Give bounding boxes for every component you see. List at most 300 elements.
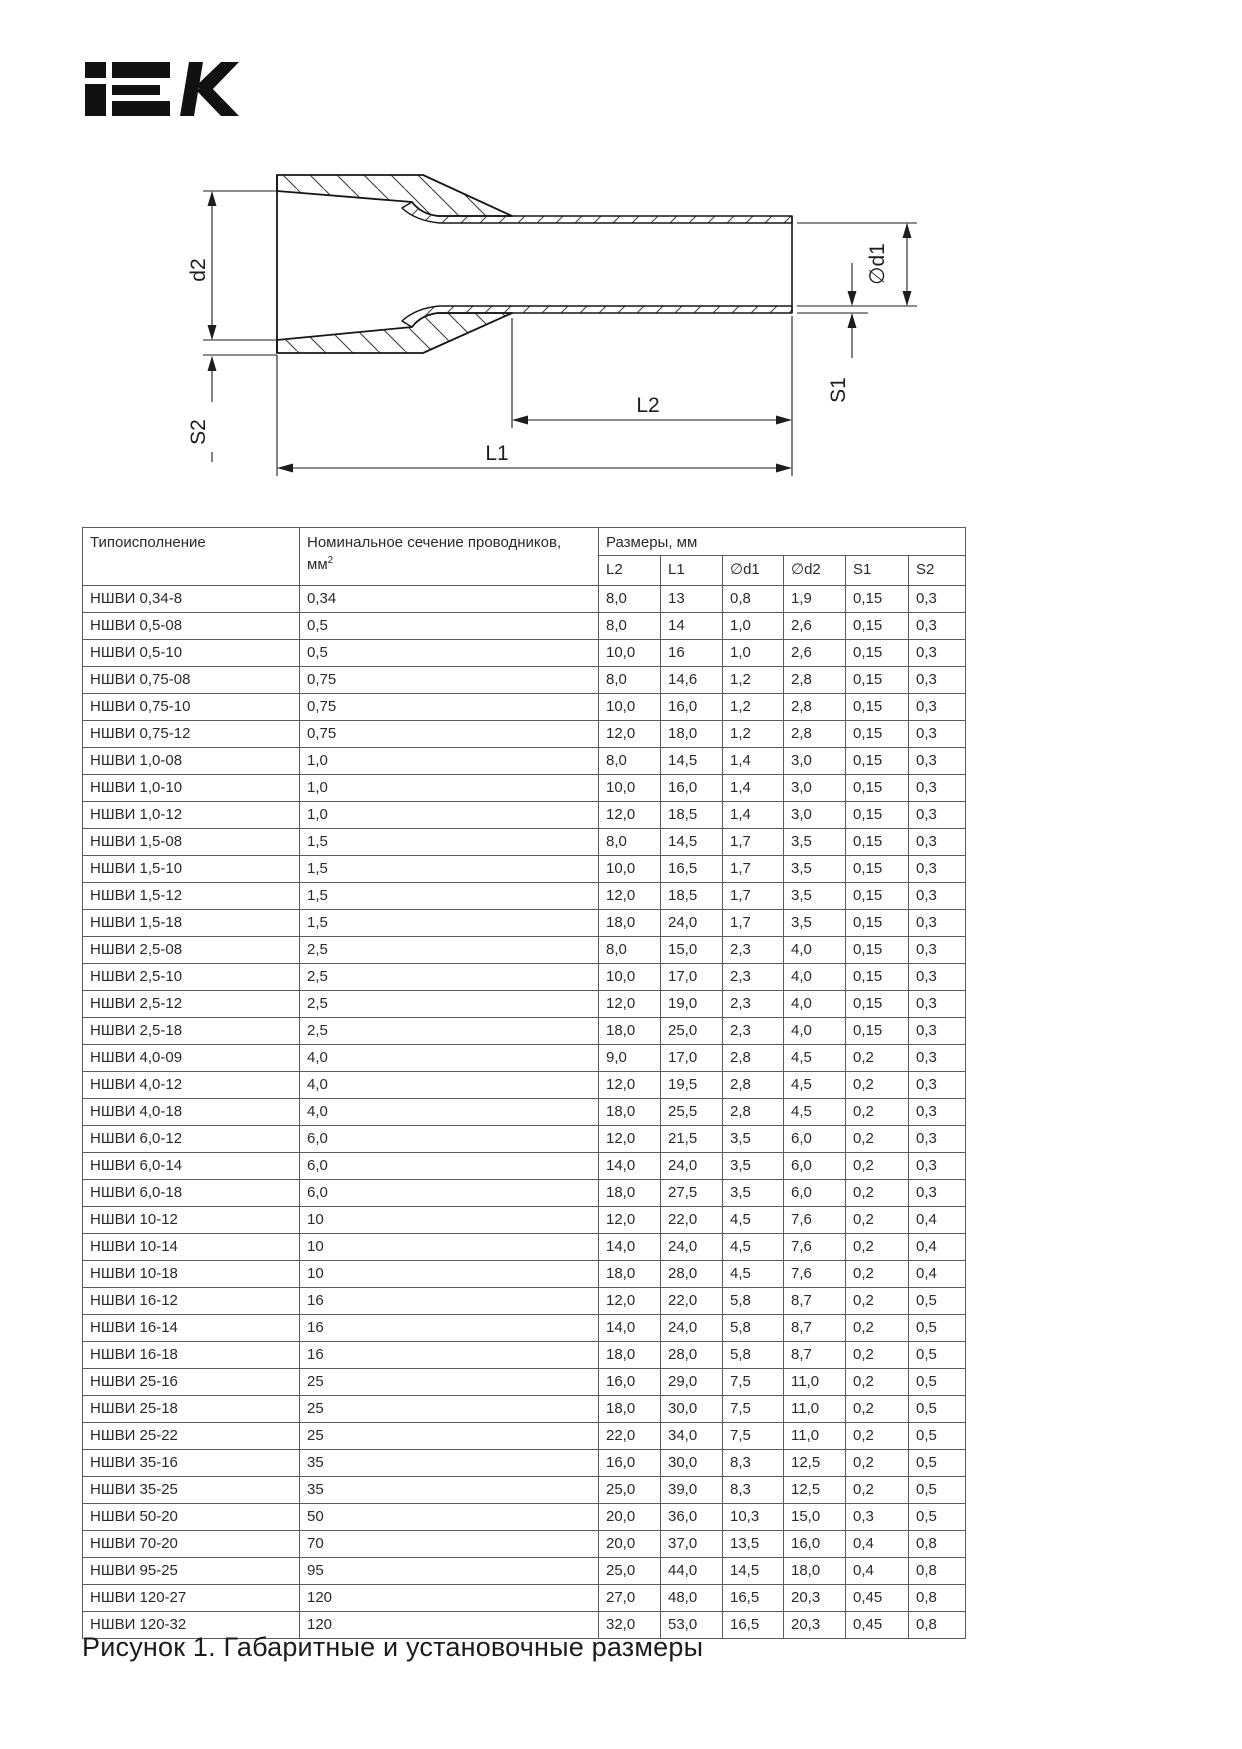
cell-s1: 0,2 xyxy=(846,1449,909,1476)
cell-section: 4,0 xyxy=(300,1098,599,1125)
table-row xyxy=(83,1017,966,1044)
cell-l2: 12,0 xyxy=(599,720,661,747)
cell-l1: 48,0 xyxy=(661,1584,723,1611)
cell-section: 0,5 xyxy=(300,612,599,639)
cell-l2: 18,0 xyxy=(599,1260,661,1287)
cell-s1: 0,4 xyxy=(846,1557,909,1584)
cell-type: НШВИ 1,5-08 xyxy=(83,828,300,855)
cell-section: 16 xyxy=(300,1341,599,1368)
cell-l2: 22,0 xyxy=(599,1422,661,1449)
cell-d1: 4,5 xyxy=(723,1206,784,1233)
cell-l1: 37,0 xyxy=(661,1530,723,1557)
cell-s1: 0,15 xyxy=(846,990,909,1017)
insulation-section-bottom xyxy=(277,313,512,353)
cell-d1: 4,5 xyxy=(723,1233,784,1260)
cell-s2: 0,3 xyxy=(909,1098,966,1125)
cell-d1: 4,5 xyxy=(723,1260,784,1287)
cell-l2: 12,0 xyxy=(599,1206,661,1233)
cell-d2: 3,0 xyxy=(784,801,846,828)
table-row xyxy=(83,639,966,666)
cell-d2: 3,0 xyxy=(784,774,846,801)
cell-section: 1,5 xyxy=(300,909,599,936)
cell-d1: 1,7 xyxy=(723,909,784,936)
cell-type: НШВИ 10-12 xyxy=(83,1206,300,1233)
cell-section: 35 xyxy=(300,1476,599,1503)
cell-s2: 0,3 xyxy=(909,1071,966,1098)
header-col-s1: S1 xyxy=(846,555,909,585)
cell-section: 10 xyxy=(300,1233,599,1260)
cell-s2: 0,8 xyxy=(909,1557,966,1584)
table-row xyxy=(83,612,966,639)
table-row xyxy=(83,1287,966,1314)
cell-l2: 18,0 xyxy=(599,1341,661,1368)
cell-s2: 0,8 xyxy=(909,1611,966,1638)
cell-d1: 2,3 xyxy=(723,990,784,1017)
cell-d2: 20,3 xyxy=(784,1584,846,1611)
cell-l2: 8,0 xyxy=(599,747,661,774)
table-row xyxy=(83,1368,966,1395)
table-row xyxy=(83,774,966,801)
cell-type: НШВИ 4,0-12 xyxy=(83,1071,300,1098)
cell-section: 1,5 xyxy=(300,882,599,909)
cell-d2: 7,6 xyxy=(784,1206,846,1233)
cell-s1: 0,15 xyxy=(846,774,909,801)
cell-s1: 0,15 xyxy=(846,882,909,909)
dimension-l1 xyxy=(277,355,792,476)
table-row xyxy=(83,747,966,774)
cell-d2: 11,0 xyxy=(784,1395,846,1422)
cell-l1: 15,0 xyxy=(661,936,723,963)
cell-s1: 0,2 xyxy=(846,1152,909,1179)
cell-d2: 8,7 xyxy=(784,1341,846,1368)
cell-d2: 6,0 xyxy=(784,1125,846,1152)
cell-section: 10 xyxy=(300,1260,599,1287)
cell-s1: 0,15 xyxy=(846,855,909,882)
cell-d2: 4,0 xyxy=(784,936,846,963)
cell-l2: 14,0 xyxy=(599,1314,661,1341)
cell-s1: 0,2 xyxy=(846,1044,909,1071)
table-row xyxy=(83,855,966,882)
cell-d1: 16,5 xyxy=(723,1584,784,1611)
cell-type: НШВИ 2,5-08 xyxy=(83,936,300,963)
cell-s2: 0,3 xyxy=(909,747,966,774)
cell-s1: 0,2 xyxy=(846,1422,909,1449)
cell-s1: 0,45 xyxy=(846,1611,909,1638)
cell-section: 25 xyxy=(300,1422,599,1449)
cell-section: 120 xyxy=(300,1611,599,1638)
cell-type: НШВИ 6,0-12 xyxy=(83,1125,300,1152)
logo-i-stem xyxy=(85,84,106,116)
cell-l1: 44,0 xyxy=(661,1557,723,1584)
cell-s1: 0,2 xyxy=(846,1368,909,1395)
cell-s1: 0,15 xyxy=(846,963,909,990)
cell-section: 1,0 xyxy=(300,747,599,774)
table-header-row-1 xyxy=(83,528,966,556)
cell-s1: 0,2 xyxy=(846,1395,909,1422)
cell-s2: 0,5 xyxy=(909,1449,966,1476)
table-row xyxy=(83,1395,966,1422)
cell-type: НШВИ 4,0-09 xyxy=(83,1044,300,1071)
cell-section: 2,5 xyxy=(300,1017,599,1044)
cell-type: НШВИ 0,5-10 xyxy=(83,639,300,666)
cell-section: 6,0 xyxy=(300,1125,599,1152)
cell-d2: 4,0 xyxy=(784,963,846,990)
header-section-sup: 2 xyxy=(327,554,334,566)
cell-d1: 2,3 xyxy=(723,1017,784,1044)
table-row xyxy=(83,1341,966,1368)
cell-section: 35 xyxy=(300,1449,599,1476)
cell-l1: 18,0 xyxy=(661,720,723,747)
cell-type: НШВИ 4,0-18 xyxy=(83,1098,300,1125)
cell-l2: 12,0 xyxy=(599,882,661,909)
cell-l2: 10,0 xyxy=(599,855,661,882)
cell-section: 4,0 xyxy=(300,1071,599,1098)
cell-type: НШВИ 95-25 xyxy=(83,1557,300,1584)
header-dimensions: Размеры, мм xyxy=(599,528,966,556)
cell-l2: 14,0 xyxy=(599,1152,661,1179)
table-row xyxy=(83,1584,966,1611)
cell-d1: 5,8 xyxy=(723,1314,784,1341)
cell-s2: 0,4 xyxy=(909,1260,966,1287)
cell-d1: 1,0 xyxy=(723,639,784,666)
cell-l1: 18,5 xyxy=(661,882,723,909)
cell-type: НШВИ 50-20 xyxy=(83,1503,300,1530)
cell-d2: 8,7 xyxy=(784,1287,846,1314)
cell-l2: 25,0 xyxy=(599,1557,661,1584)
cell-l1: 28,0 xyxy=(661,1341,723,1368)
logo-i-dot xyxy=(85,62,106,78)
cell-section: 2,5 xyxy=(300,936,599,963)
cell-d2: 6,0 xyxy=(784,1179,846,1206)
cell-d1: 2,3 xyxy=(723,963,784,990)
cell-s2: 0,3 xyxy=(909,1152,966,1179)
cell-type: НШВИ 1,5-12 xyxy=(83,882,300,909)
cell-d1: 5,8 xyxy=(723,1287,784,1314)
cell-d2: 4,5 xyxy=(784,1044,846,1071)
table-row xyxy=(83,1071,966,1098)
cell-d2: 4,0 xyxy=(784,1017,846,1044)
cell-d1: 7,5 xyxy=(723,1395,784,1422)
cell-d1: 1,2 xyxy=(723,720,784,747)
cell-d2: 7,6 xyxy=(784,1233,846,1260)
cell-d2: 4,5 xyxy=(784,1071,846,1098)
cell-d2: 7,6 xyxy=(784,1260,846,1287)
cell-section: 6,0 xyxy=(300,1179,599,1206)
cell-s2: 0,3 xyxy=(909,639,966,666)
cell-s2: 0,3 xyxy=(909,693,966,720)
cell-l1: 22,0 xyxy=(661,1206,723,1233)
cell-d2: 3,5 xyxy=(784,855,846,882)
cell-type: НШВИ 120-32 xyxy=(83,1611,300,1638)
cell-type: НШВИ 2,5-10 xyxy=(83,963,300,990)
table-row xyxy=(83,1044,966,1071)
cell-d1: 1,7 xyxy=(723,828,784,855)
cell-l1: 13 xyxy=(661,585,723,612)
cell-l2: 27,0 xyxy=(599,1584,661,1611)
cell-d2: 2,8 xyxy=(784,693,846,720)
cell-type: НШВИ 1,0-08 xyxy=(83,747,300,774)
cell-l1: 16 xyxy=(661,639,723,666)
cell-s2: 0,3 xyxy=(909,1017,966,1044)
cell-type: НШВИ 35-16 xyxy=(83,1449,300,1476)
cell-s1: 0,15 xyxy=(846,693,909,720)
cell-d2: 3,0 xyxy=(784,747,846,774)
cell-l2: 10,0 xyxy=(599,774,661,801)
cell-s2: 0,5 xyxy=(909,1341,966,1368)
cell-l2: 8,0 xyxy=(599,666,661,693)
cell-s2: 0,3 xyxy=(909,882,966,909)
cell-l2: 14,0 xyxy=(599,1233,661,1260)
cell-type: НШВИ 10-18 xyxy=(83,1260,300,1287)
cell-l1: 17,0 xyxy=(661,963,723,990)
cell-s2: 0,3 xyxy=(909,585,966,612)
cell-l1: 25,5 xyxy=(661,1098,723,1125)
cell-type: НШВИ 0,75-10 xyxy=(83,693,300,720)
table-row xyxy=(83,828,966,855)
cell-d1: 2,8 xyxy=(723,1071,784,1098)
cell-s2: 0,8 xyxy=(909,1584,966,1611)
cell-l1: 30,0 xyxy=(661,1395,723,1422)
cell-l2: 12,0 xyxy=(599,1287,661,1314)
figure-caption: Рисунок 1. Габаритные и установочные размеры xyxy=(82,1632,704,1662)
cell-s2: 0,4 xyxy=(909,1206,966,1233)
cell-d2: 3,5 xyxy=(784,828,846,855)
cell-l1: 14,5 xyxy=(661,828,723,855)
table-row xyxy=(83,1125,966,1152)
label-l1: L1 xyxy=(485,442,509,465)
dimension-d1 xyxy=(797,223,917,306)
cell-s1: 0,2 xyxy=(846,1287,909,1314)
table-row xyxy=(83,909,966,936)
table-row xyxy=(83,1260,966,1287)
cell-s2: 0,3 xyxy=(909,828,966,855)
cell-d1: 7,5 xyxy=(723,1422,784,1449)
cell-l1: 18,5 xyxy=(661,801,723,828)
cell-l2: 12,0 xyxy=(599,801,661,828)
table-row xyxy=(83,1422,966,1449)
cell-type: НШВИ 35-25 xyxy=(83,1476,300,1503)
cell-d1: 1,2 xyxy=(723,693,784,720)
cell-d2: 3,5 xyxy=(784,909,846,936)
cell-d2: 11,0 xyxy=(784,1368,846,1395)
cell-l1: 16,0 xyxy=(661,774,723,801)
cell-d2: 4,5 xyxy=(784,1098,846,1125)
cell-type: НШВИ 6,0-14 xyxy=(83,1152,300,1179)
cell-s1: 0,2 xyxy=(846,1314,909,1341)
cell-d1: 10,3 xyxy=(723,1503,784,1530)
cell-type: НШВИ 2,5-12 xyxy=(83,990,300,1017)
cell-s1: 0,15 xyxy=(846,747,909,774)
table-row xyxy=(83,1152,966,1179)
cell-d1: 8,3 xyxy=(723,1476,784,1503)
cell-section: 95 xyxy=(300,1557,599,1584)
cell-d1: 14,5 xyxy=(723,1557,784,1584)
cell-type: НШВИ 0,75-12 xyxy=(83,720,300,747)
table-row xyxy=(83,1098,966,1125)
cell-s2: 0,3 xyxy=(909,855,966,882)
table-row xyxy=(83,1530,966,1557)
table-row xyxy=(83,1206,966,1233)
cell-l1: 28,0 xyxy=(661,1260,723,1287)
dimension-s2 xyxy=(203,355,277,462)
logo-e-mid xyxy=(112,85,160,95)
cell-d1: 3,5 xyxy=(723,1152,784,1179)
cell-l2: 16,0 xyxy=(599,1368,661,1395)
cell-section: 6,0 xyxy=(300,1152,599,1179)
cell-d2: 8,7 xyxy=(784,1314,846,1341)
cell-d2: 20,3 xyxy=(784,1611,846,1638)
cell-s1: 0,3 xyxy=(846,1503,909,1530)
cell-l2: 18,0 xyxy=(599,909,661,936)
cell-l2: 12,0 xyxy=(599,990,661,1017)
cell-l2: 18,0 xyxy=(599,1017,661,1044)
dimension-s1 xyxy=(797,263,868,358)
cell-d1: 7,5 xyxy=(723,1368,784,1395)
cell-s1: 0,2 xyxy=(846,1233,909,1260)
cell-l1: 27,5 xyxy=(661,1179,723,1206)
cell-s2: 0,3 xyxy=(909,1125,966,1152)
cell-l1: 24,0 xyxy=(661,1314,723,1341)
cell-s1: 0,45 xyxy=(846,1584,909,1611)
cell-d1: 3,5 xyxy=(723,1125,784,1152)
header-col-s2: S2 xyxy=(909,555,966,585)
table-row xyxy=(83,1476,966,1503)
cell-l2: 10,0 xyxy=(599,639,661,666)
label-s2: S2 xyxy=(187,419,210,445)
logo-e-top xyxy=(112,62,170,78)
cell-section: 1,5 xyxy=(300,855,599,882)
cell-l2: 10,0 xyxy=(599,693,661,720)
cell-d1: 1,7 xyxy=(723,882,784,909)
table-row xyxy=(83,693,966,720)
cell-type: НШВИ 16-12 xyxy=(83,1287,300,1314)
cell-s1: 0,4 xyxy=(846,1530,909,1557)
table-row xyxy=(83,1179,966,1206)
cell-type: НШВИ 1,0-10 xyxy=(83,774,300,801)
insulation-section-top xyxy=(277,175,512,216)
cell-s1: 0,2 xyxy=(846,1179,909,1206)
cell-type: НШВИ 0,5-08 xyxy=(83,612,300,639)
cell-l2: 10,0 xyxy=(599,963,661,990)
cell-d1: 3,5 xyxy=(723,1179,784,1206)
cell-l2: 8,0 xyxy=(599,612,661,639)
cell-section: 0,75 xyxy=(300,693,599,720)
cell-s2: 0,5 xyxy=(909,1314,966,1341)
cell-l2: 20,0 xyxy=(599,1530,661,1557)
header-col-l1: L1 xyxy=(661,555,723,585)
cell-type: НШВИ 16-18 xyxy=(83,1341,300,1368)
cell-section: 0,75 xyxy=(300,720,599,747)
cell-l1: 14 xyxy=(661,612,723,639)
cell-section: 16 xyxy=(300,1287,599,1314)
cell-d1: 1,4 xyxy=(723,801,784,828)
cell-l2: 20,0 xyxy=(599,1503,661,1530)
cell-type: НШВИ 6,0-18 xyxy=(83,1179,300,1206)
cell-l2: 25,0 xyxy=(599,1476,661,1503)
cell-l1: 21,5 xyxy=(661,1125,723,1152)
cell-d2: 2,6 xyxy=(784,639,846,666)
label-s1: S1 xyxy=(827,377,850,403)
cell-section: 70 xyxy=(300,1530,599,1557)
header-section xyxy=(300,528,599,586)
cell-s2: 0,3 xyxy=(909,666,966,693)
cell-d2: 12,5 xyxy=(784,1449,846,1476)
cell-l1: 22,0 xyxy=(661,1287,723,1314)
cell-d2: 6,0 xyxy=(784,1152,846,1179)
cell-d1: 1,2 xyxy=(723,666,784,693)
cell-d1: 16,5 xyxy=(723,1611,784,1638)
cell-s1: 0,2 xyxy=(846,1476,909,1503)
cell-s2: 0,3 xyxy=(909,801,966,828)
cell-s1: 0,15 xyxy=(846,909,909,936)
cell-l1: 25,0 xyxy=(661,1017,723,1044)
cell-s1: 0,15 xyxy=(846,828,909,855)
label-d2: d2 xyxy=(187,258,210,282)
cell-s1: 0,15 xyxy=(846,720,909,747)
cell-d1: 1,7 xyxy=(723,855,784,882)
cell-type: НШВИ 1,0-12 xyxy=(83,801,300,828)
cell-l1: 53,0 xyxy=(661,1611,723,1638)
cell-section: 25 xyxy=(300,1368,599,1395)
cell-s2: 0,3 xyxy=(909,720,966,747)
cell-s1: 0,2 xyxy=(846,1341,909,1368)
cell-l2: 9,0 xyxy=(599,1044,661,1071)
cell-d1: 2,3 xyxy=(723,936,784,963)
cell-d2: 18,0 xyxy=(784,1557,846,1584)
cell-s2: 0,3 xyxy=(909,990,966,1017)
cell-section: 0,34 xyxy=(300,585,599,612)
cell-type: НШВИ 70-20 xyxy=(83,1530,300,1557)
cell-l2: 8,0 xyxy=(599,828,661,855)
cell-section: 0,5 xyxy=(300,639,599,666)
cell-type: НШВИ 25-18 xyxy=(83,1395,300,1422)
cell-s2: 0,5 xyxy=(909,1476,966,1503)
cell-s1: 0,2 xyxy=(846,1125,909,1152)
cell-d1: 1,4 xyxy=(723,747,784,774)
table-row xyxy=(83,1557,966,1584)
cell-section: 120 xyxy=(300,1584,599,1611)
cell-section: 1,0 xyxy=(300,801,599,828)
cell-s1: 0,2 xyxy=(846,1260,909,1287)
cell-type: НШВИ 1,5-18 xyxy=(83,909,300,936)
table-row xyxy=(83,1233,966,1260)
cell-d2: 2,8 xyxy=(784,720,846,747)
cell-l1: 36,0 xyxy=(661,1503,723,1530)
cell-section: 1,5 xyxy=(300,828,599,855)
cell-section: 10 xyxy=(300,1206,599,1233)
cell-section: 50 xyxy=(300,1503,599,1530)
dimensions-table xyxy=(82,527,966,1639)
cell-d2: 16,0 xyxy=(784,1530,846,1557)
table-row xyxy=(83,585,966,612)
header-section-unit: мм xyxy=(307,555,328,573)
cell-d2: 4,0 xyxy=(784,990,846,1017)
cell-type: НШВИ 120-27 xyxy=(83,1584,300,1611)
cell-s2: 0,5 xyxy=(909,1395,966,1422)
cell-s2: 0,3 xyxy=(909,936,966,963)
cell-d2: 2,8 xyxy=(784,666,846,693)
cell-s2: 0,5 xyxy=(909,1503,966,1530)
cell-s2: 0,3 xyxy=(909,963,966,990)
cell-d1: 2,8 xyxy=(723,1098,784,1125)
cell-s2: 0,4 xyxy=(909,1233,966,1260)
table-row xyxy=(83,963,966,990)
cell-section: 0,75 xyxy=(300,666,599,693)
cell-section: 2,5 xyxy=(300,963,599,990)
cell-type: НШВИ 0,34-8 xyxy=(83,585,300,612)
cell-s1: 0,15 xyxy=(846,1017,909,1044)
cell-s1: 0,15 xyxy=(846,585,909,612)
